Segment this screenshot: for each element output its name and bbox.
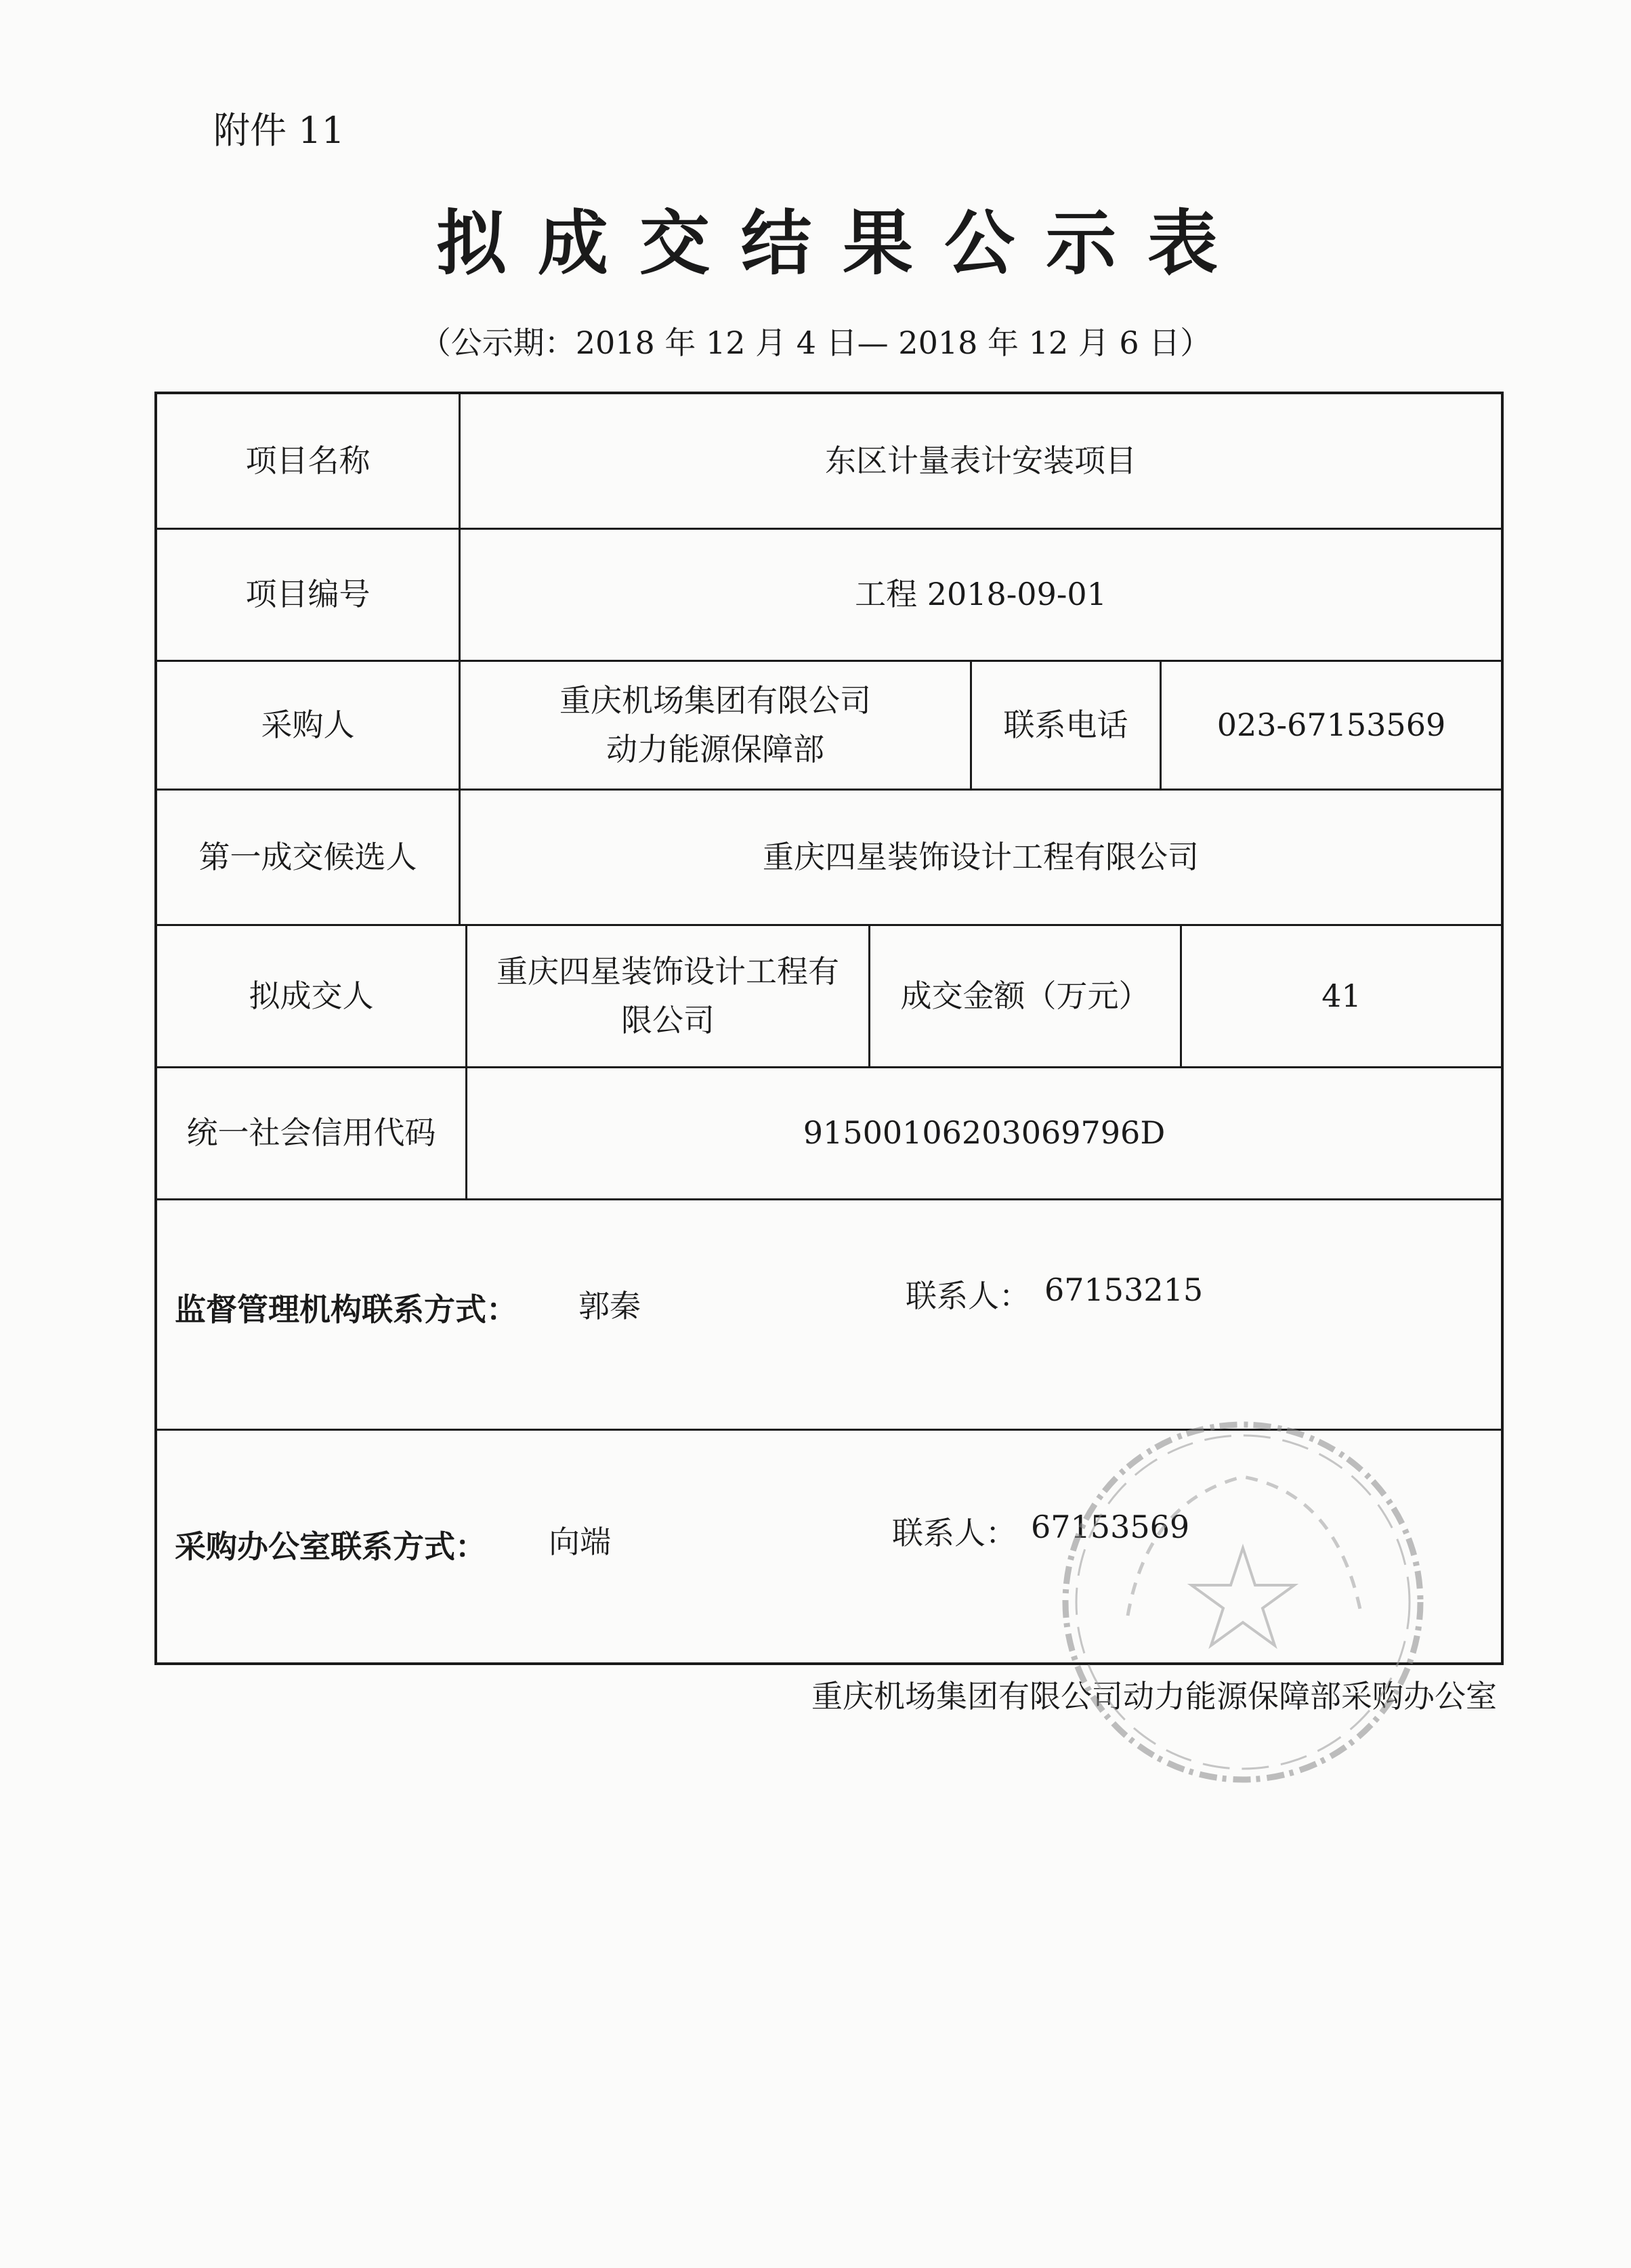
- supervision-contact-label: 联系人：: [906, 1278, 1030, 1314]
- document-title: 拟成交结果公示表: [436, 201, 1249, 285]
- row-purchaser: [157, 662, 1501, 791]
- official-seal-stamp: [1053, 1412, 1433, 1792]
- office-label: 采购办公室联系方式：: [175, 1528, 486, 1565]
- credit-code-label: 统一社会信用代码: [186, 1114, 436, 1152]
- row-first-candidate: [157, 791, 1501, 926]
- row-credit-code: [157, 1068, 1501, 1200]
- office-contact-label: 联系人：: [892, 1515, 1017, 1551]
- supervision-contact-value: 67153215: [1044, 1272, 1204, 1308]
- purchaser-value: 重庆机场集团有限公司 动力能源保障部: [459, 662, 970, 789]
- amount-label: 成交金额（万元）: [868, 926, 1180, 1066]
- supervision-name: 郭秦: [578, 1288, 641, 1324]
- proposed-label: 拟成交人: [249, 977, 374, 1014]
- proposed-value: 重庆四星装饰设计工程有 限公司: [465, 926, 868, 1066]
- purchaser-phone-value: 023-67153569: [1160, 662, 1501, 789]
- amount-value: 41: [1180, 926, 1501, 1066]
- supervision-label: 监督管理机构联系方式：: [175, 1291, 517, 1328]
- credit-code-value: 91500106203069796D: [465, 1068, 1501, 1198]
- row-supervision: [157, 1200, 1501, 1431]
- project-no-label: 项目编号: [245, 576, 370, 613]
- purchaser-phone-label: 联系电话: [970, 662, 1160, 789]
- publicity-period: （公示期：2018 年 12 月 4 日— 2018 年 12 月 6 日）: [419, 324, 1212, 361]
- office-name: 向端: [549, 1524, 611, 1560]
- annex-label: 附件 11: [213, 109, 345, 152]
- office-contact-value: 67153569: [1031, 1509, 1190, 1545]
- seal-star-icon: [1191, 1548, 1294, 1645]
- issuer-signature: 重庆机场集团有限公司动力能源保障部采购办公室: [811, 1678, 1497, 1715]
- first-candidate-label: 第一成交候选人: [198, 838, 417, 875]
- project-no-value: 工程 2018-09-01: [459, 530, 1501, 660]
- purchaser-label: 采购人: [261, 706, 355, 743]
- project-name-label: 项目名称: [245, 442, 370, 479]
- row-project-no: [157, 530, 1501, 662]
- row-proposed: [157, 926, 1501, 1068]
- row-project-name: [157, 394, 1501, 530]
- first-candidate-value: 重庆四星装饰设计工程有限公司: [459, 791, 1501, 924]
- project-name-value: 东区计量表计安装项目: [459, 394, 1501, 528]
